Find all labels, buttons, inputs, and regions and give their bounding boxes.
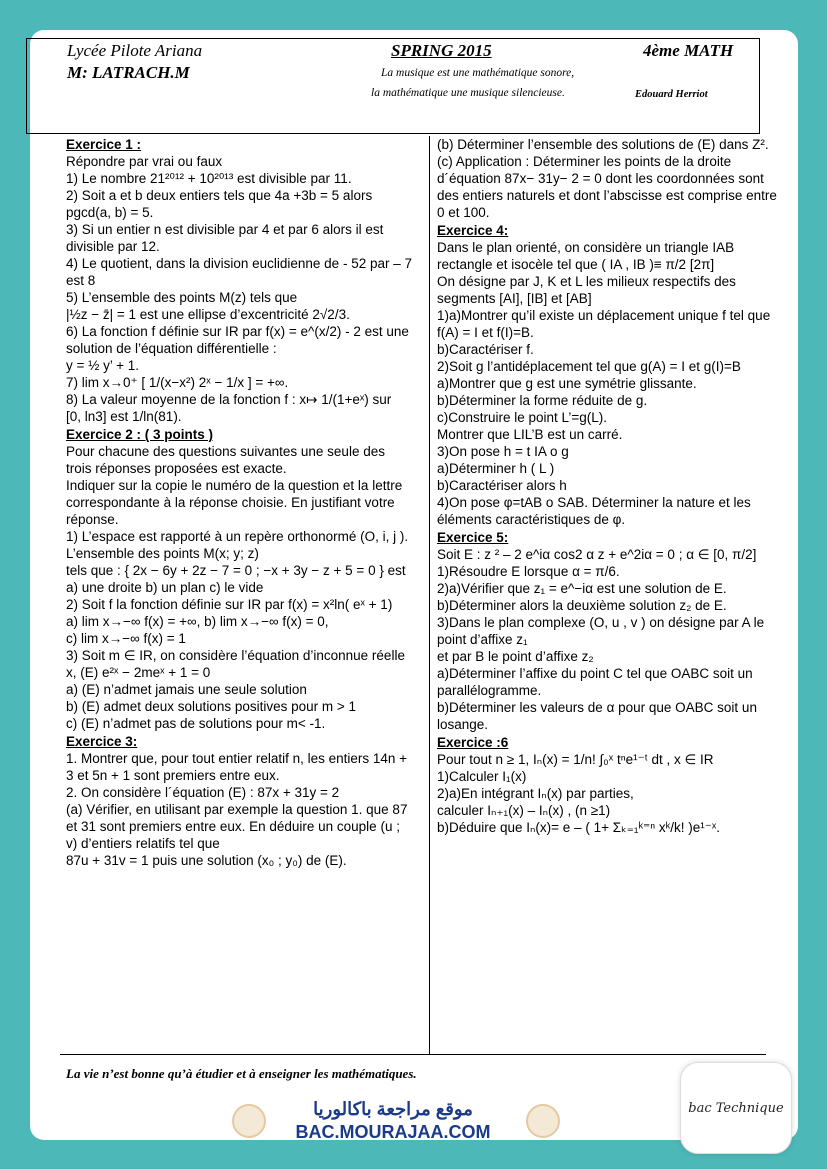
exercise-line: Indiquer sur la copie le numéro de la question et la lettre correspondante à la réponse choisie. En justifiant votre réponse. [66, 478, 403, 527]
exercise-line: a)Montrer que g est une symétrie glissante. [437, 376, 697, 391]
left-column [66, 136, 412, 869]
exercise-line: 2)Soit g l’antidéplacement tel que g(A) = I et g(I)=B [437, 359, 741, 374]
exercise-line: |½z − z̄| = 1 est une ellipse d’excentricité 2√2/3. [66, 307, 350, 322]
exercise-line: b) (E) admet deux solutions positives pour m > 1 [66, 699, 357, 714]
exercise-line: 2)a)En intégrant Iₙ(x) par parties, [437, 786, 634, 801]
exercise-line: 87u + 31v = 1 puis une solution (x₀ ; y₀) de (E). [66, 853, 347, 868]
session: SPRING 2015 [391, 41, 492, 60]
exercise-line: 1. Montrer que, pour tout entier relatif n, les entiers 14n + 3 et 5n + 1 sont premiers entre eux. [66, 751, 408, 783]
exercise-line: 8) La valeur moyenne de la fonction f : x↦ 1/(1+eˣ) sur [66, 392, 392, 407]
exercise-line: 3)Dans le plan complexe (O, u , v ) on désigne par A le point d’affixe z₁ [437, 615, 765, 647]
exercise-line: Montrer que LIL’B est un carré. [437, 427, 623, 442]
exercise-line: Répondre par vrai ou faux [66, 154, 223, 169]
exercise-title: Exercice :6 [437, 735, 509, 750]
school-name: Lycée Pilote Ariana [67, 41, 203, 60]
exercise-line: c)Construire le point L’=g(L). [437, 410, 607, 425]
exercise-line: a) (E) n’admet jamais une seule solution [66, 682, 307, 697]
exercise-line: et par B le point d’affixe z₂ [437, 649, 594, 664]
exercise-line: 2) Soit a et b deux entiers tels que 4a +3b = 5 alors pgcd(a, b) = 5. [66, 188, 373, 220]
footer-motto: La vie n’est bonne qu’à étudier et à enseigner les mathématiques. [66, 1066, 417, 1081]
exercise-line: 1)Calculer I₁(x) [437, 769, 527, 784]
site-arabic-name: موقع مراجعة باكالوريا [313, 1099, 473, 1119]
exercise-line: 1)a)Montrer qu’il existe un déplacement unique f tel que f(A) = I et f(I)=B. [437, 308, 771, 340]
exercise-line: c) (E) n’admet pas de solutions pour m< -1. [66, 716, 326, 731]
exercise-line: 3) Si un entier n est divisible par 4 et par 6 alors il est divisible par 12. [66, 222, 384, 254]
exercise-title: Exercice 3: [66, 734, 138, 749]
exercise-line: 3)On pose h = t IA o g [437, 444, 569, 459]
site-logo-icon [526, 1104, 560, 1138]
exercise-line: b)Caractériser f. [437, 342, 534, 357]
site-url[interactable]: BAC.MOURAJAA.COM [295, 1122, 491, 1142]
exercise-line: tels que : { 2x − 6y + 2z − 7 = 0 ; −x + 3y − z + 5 = 0 } est [66, 563, 406, 578]
exercise-line: c) lim x→−∞ f(x) = 1 [66, 631, 186, 646]
exercise-line: (c) Application : Déterminer les points de la droite [437, 154, 732, 169]
level: 4ème MATH [643, 41, 734, 60]
exercise-line: 4)On pose φ=tAB o SAB. Déterminer la nature et les éléments caractéristiques de φ. [437, 495, 751, 527]
exercise-title: Exercice 5: [437, 530, 509, 545]
exercise-line: (b) Déterminer l’ensemble des solutions de (E) dans Z². [437, 137, 769, 152]
exercise-line: 2)a)Vérifier que z₁ = e^−iα est une solution de E. [437, 581, 727, 596]
footer-line [60, 1054, 766, 1055]
exercise-line: Dans le plan orienté, on considère un triangle IAB [437, 240, 735, 255]
exercise-line: b)Déterminer alors la deuxième solution z₂ de E. [437, 598, 727, 613]
exercise-line: calculer Iₙ₊₁(x) – Iₙ(x) , (n ≥1) [437, 803, 611, 818]
exercise-line: b)Déterminer les valeurs de α pour que OABC soit un losange. [437, 700, 757, 732]
exercise-line: Pour chacune des questions suivantes une seule des trois réponses proposées est exacte. [66, 444, 385, 476]
exercise-line: 2. On considère l´équation (E) : 87x + 31y = 2 [66, 785, 340, 800]
quote-line-2: la mathématique une musique silencieuse. [371, 87, 565, 99]
exercise-line: 1) L’espace est rapporté à un repère orthonormé (O, i, j ). L’ensemble des points M(x; y; z) [66, 529, 409, 561]
site-banner[interactable] [282, 1098, 504, 1144]
exercise-title: Exercice 1 : [66, 137, 142, 152]
exercise-line: y = ½ y’ + 1. [66, 358, 140, 373]
exercise-line: Pour tout n ≥ 1, Iₙ(x) = 1/n! ∫₀ˣ tⁿe¹⁻ᵗ dt , x ∈ IR [437, 752, 714, 767]
exercise-line: a)Déterminer l’affixe du point C tel que OABC soit un parallélogramme. [437, 666, 753, 698]
exercise-line: Soit E : z ² – 2 e^iα cos2 α z + e^2iα = 0 ; α ∈ [0, π/2] [437, 547, 757, 562]
quote-line-1: La musique est une mathématique sonore, [381, 67, 575, 79]
site-logo-icon [232, 1104, 266, 1138]
column-divider [429, 136, 430, 1054]
exercise-line: a) lim x→−∞ f(x) = +∞, b) lim x→−∞ f(x) = 0, [66, 614, 329, 629]
exercise-line: a) une droite b) un plan c) le vide [66, 580, 264, 595]
exercise-line: 5) L’ensemble des points M(z) tels que [66, 290, 298, 305]
exercise-line: rectangle et isocèle tel que ( IA , IB )≡ π/2 [2π] [437, 257, 715, 272]
exercise-line: b)Déduire que Iₙ(x)= e – ( 1+ Σₖ₌₁ᵏ⁼ⁿ xᵏ/k! )e¹⁻ˣ. [437, 820, 720, 835]
exercise-line: 1) Le nombre 21²⁰¹² + 10²⁰¹³ est divisible par 11. [66, 171, 352, 186]
exercise-title: Exercice 4: [437, 223, 509, 238]
exercise-title: Exercice 2 : ( 3 points ) [66, 427, 214, 442]
exercise-line: (a) Vérifier, en utilisant par exemple la question 1. que 87 et 31 sont premiers entre eux. En déduire un couple (u ; v) d’entiers relatifs tel que [66, 802, 408, 851]
right-column [437, 136, 783, 836]
quote-author: Edouard Herriot [635, 89, 708, 100]
exercise-line: a)Déterminer h ( L ) [437, 461, 555, 476]
exercise-line: 4) Le quotient, dans la division euclidienne de - 52 par – 7 est 8 [66, 256, 412, 288]
exercise-line: On désigne par J, K et L les milieux respectifs des segments [AI], [IB] et [AB] [437, 274, 736, 306]
exercise-line: b)Caractériser alors h [437, 478, 567, 493]
exercise-line: 6) La fonction f définie sur IR par f(x) = e^(x/2) - 2 est une solution de l’équation différentielle : [66, 324, 409, 356]
exercise-line: [0, ln3] est 1/ln(81). [66, 409, 182, 424]
exercise-line: 7) lim x→0⁺ [ 1/(x−x²) 2ˣ − 1/x ] = +∞. [66, 375, 289, 390]
exercise-line: d´équation 87x− 31y− 2 = 0 dont les coordonnées sont des entiers naturels et dont l’abscisse est comprise entre 0 et 100. [437, 171, 777, 220]
header-box [26, 38, 760, 134]
bac-technique-badge: bac Technique [680, 1062, 792, 1154]
exercise-line: b)Déterminer la forme réduite de g. [437, 393, 648, 408]
exercise-line: 2) Soit f la fonction définie sur IR par f(x) = x²ln( eˣ + 1) [66, 597, 393, 612]
exercise-line: 1)Résoudre E lorsque α = π/6. [437, 564, 620, 579]
exercise-line: 3) Soit m ∈ IR, on considère l’équation d’inconnue réelle x, (E) e²ˣ − 2meˣ + 1 = 0 [66, 648, 405, 680]
teacher-name: M: LATRACH.M [67, 63, 190, 82]
